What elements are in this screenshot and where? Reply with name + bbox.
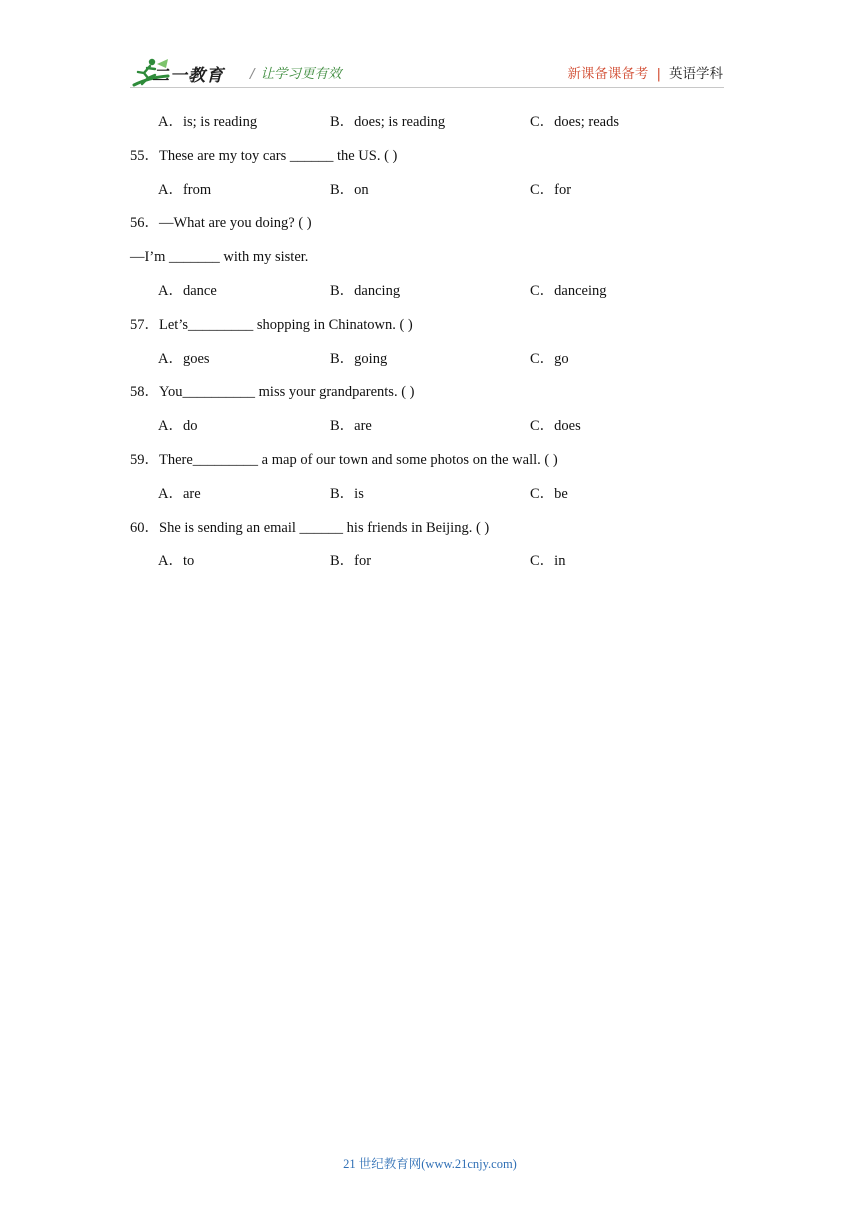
option-c: C．be [530,485,568,502]
question-59: 59．There_________ a map of our town and some photos on the wall. ( ) [130,451,558,468]
options-row [130,415,730,449]
option-c: C．for [530,181,572,198]
header-divider: | [656,66,661,82]
logo-text: 二一教育 [152,66,224,86]
option-b: B．on [330,181,369,198]
option-c: C．does [530,418,581,435]
option-c: C．in [530,553,566,570]
option-c: C．does; reads [530,114,619,130]
option-a: A．from [158,181,212,198]
subject-label: 英语学科 [669,66,723,82]
options-row [130,348,730,382]
question-56: 56．—What are you doing? ( ) [130,215,312,232]
option-b: B．dancing [330,282,401,299]
header-subject-info [567,62,723,82]
options-row [130,280,730,314]
option-a: A．dance [158,282,217,299]
question-list [130,111,730,584]
question-56-response: —I’m _______ with my sister. [130,249,309,266]
option-a: A．to [158,553,195,570]
options-row [130,483,730,517]
options-row [130,179,730,213]
option-c: C．danceing [530,282,607,299]
option-b: B．does; is reading [330,114,446,130]
options-row [130,111,730,145]
option-b: B．are [330,418,372,435]
option-a: A．are [158,485,201,502]
question-58: 58．You__________ miss your grandparents. ( ) [130,384,415,401]
question-60: 60．She is sending an email ______ his friends in Beijing. ( ) [130,519,490,536]
option-b: B．is [330,485,364,502]
option-b: B．for [330,553,372,570]
question-55: 55．These are my toy cars ______ the US. ( ) [130,147,398,164]
question-57: 57．Let’s_________ shopping in Chinatown. ( ) [130,316,413,333]
option-a: A．is; is reading [158,114,258,130]
page-header [0,0,860,100]
slogan-text: 让学习更有效 [260,66,342,82]
option-b: B．going [330,350,388,367]
option-c: C．go [530,350,569,367]
options-row [130,550,730,584]
option-a: A．goes [158,350,210,367]
footer-source-link[interactable]: 21 世纪教育网(www.21cnjy.com) [343,1157,517,1171]
header-slogan [250,62,342,82]
slogan-slash: / [250,66,255,82]
course-label: 新课备课备考 [567,66,649,82]
option-a: A．do [158,418,198,435]
header-rule [130,87,724,88]
